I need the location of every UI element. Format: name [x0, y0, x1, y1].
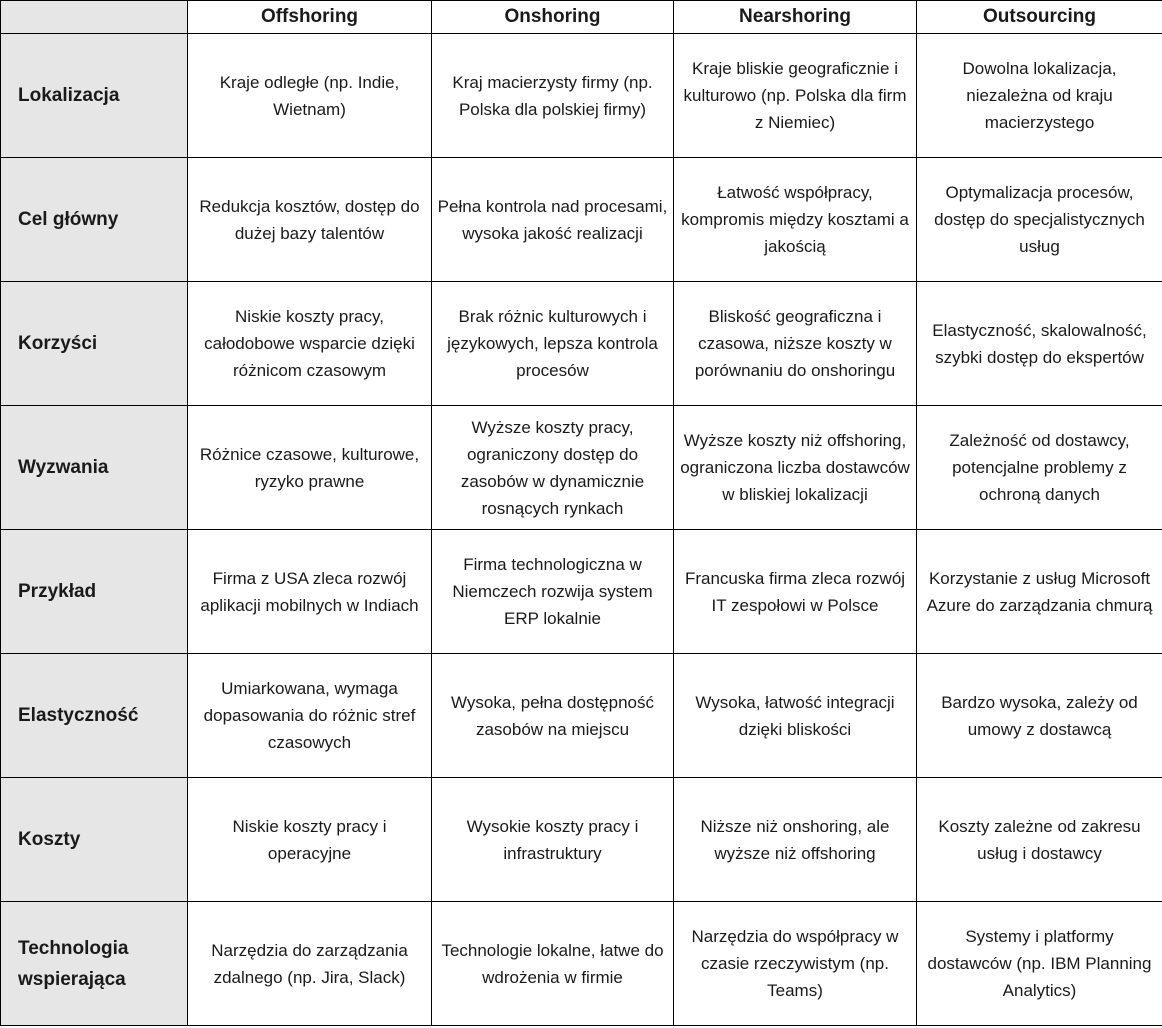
table-cell: Wysoka, pełna dostępność zasobów na miejscu: [432, 654, 674, 778]
table-cell: Wyższe koszty niż offshoring, ograniczona liczba dostawców w bliskiej lokalizacji: [674, 406, 917, 530]
table-cell: Niższe niż onshoring, ale wyższe niż offshoring: [674, 778, 917, 902]
table-cell: Niskie koszty pracy i operacyjne: [188, 778, 432, 902]
row-header: Lokalizacja: [1, 34, 188, 158]
table-cell: Wysokie koszty pracy i infrastruktury: [432, 778, 674, 902]
table-cell: Bardzo wysoka, zależy od umowy z dostawcą: [917, 654, 1162, 778]
row-header: Koszty: [1, 778, 188, 902]
table-cell: Technologie lokalne, łatwe do wdrożenia w firmie: [432, 902, 674, 1026]
table-cell: Francuska firma zleca rozwój IT zespołowi w Polsce: [674, 530, 917, 654]
table-row-elastycznosc: [1, 654, 1162, 778]
table-row-cel-glowny: [1, 158, 1162, 282]
corner-cell: [1, 1, 188, 34]
table-row-korzysci: [1, 282, 1162, 406]
table-row-koszty: [1, 778, 1162, 902]
table-cell: Umiarkowana, wymaga dopasowania do różnic stref czasowych: [188, 654, 432, 778]
table-cell: Koszty zależne od zakresu usług i dostawcy: [917, 778, 1162, 902]
table-cell: Firma z USA zleca rozwój aplikacji mobilnych w Indiach: [188, 530, 432, 654]
table-cell: Wyższe koszty pracy, ograniczony dostęp do zasobów w dynamicznie rosnących rynkach: [432, 406, 674, 530]
table-cell: Łatwość współpracy, kompromis między kosztami a jakością: [674, 158, 917, 282]
row-header: Elastyczność: [1, 654, 188, 778]
table-cell: Redukcja kosztów, dostęp do dużej bazy talentów: [188, 158, 432, 282]
table-cell: Kraje odległe (np. Indie, Wietnam): [188, 34, 432, 158]
table-cell: Kraj macierzysty firmy (np. Polska dla polskiej firmy): [432, 34, 674, 158]
table-cell: Systemy i platformy dostawców (np. IBM Planning Analytics): [917, 902, 1162, 1026]
table-cell: Firma technologiczna w Niemczech rozwija system ERP lokalnie: [432, 530, 674, 654]
table-cell: Narzędzia do współpracy w czasie rzeczywistym (np. Teams): [674, 902, 917, 1026]
column-header-nearshoring: Nearshoring: [674, 1, 917, 34]
table-cell: Korzystanie z usług Microsoft Azure do zarządzania chmurą: [917, 530, 1162, 654]
table-row-technologia: [1, 902, 1162, 1026]
table-cell: Niskie koszty pracy, całodobowe wsparcie dzięki różnicom czasowym: [188, 282, 432, 406]
table-row-lokalizacja: [1, 34, 1162, 158]
table-cell: Zależność od dostawcy, potencjalne problemy z ochroną danych: [917, 406, 1162, 530]
table-row-wyzwania: [1, 406, 1162, 530]
table-cell: Kraje bliskie geograficznie i kulturowo (np. Polska dla firm z Niemiec): [674, 34, 917, 158]
row-header: Cel główny: [1, 158, 188, 282]
table-row-przyklad: [1, 530, 1162, 654]
row-header: Korzyści: [1, 282, 188, 406]
table-cell: Różnice czasowe, kulturowe, ryzyko prawne: [188, 406, 432, 530]
table-cell: Narzędzia do zarządzania zdalnego (np. Jira, Slack): [188, 902, 432, 1026]
table-cell: Dowolna lokalizacja, niezależna od kraju macierzystego: [917, 34, 1162, 158]
column-header-onshoring: Onshoring: [432, 1, 674, 34]
header-row: [1, 1, 1162, 34]
row-header: Technologia wspierająca: [1, 902, 188, 1026]
table-cell: Bliskość geograficzna i czasowa, niższe koszty w porównaniu do onshoringu: [674, 282, 917, 406]
column-header-outsourcing: Outsourcing: [917, 1, 1162, 34]
row-header: Przykład: [1, 530, 188, 654]
table-cell: Wysoka, łatwość integracji dzięki bliskości: [674, 654, 917, 778]
column-header-offshoring: Offshoring: [188, 1, 432, 34]
table-cell: Pełna kontrola nad procesami, wysoka jakość realizacji: [432, 158, 674, 282]
table-cell: Optymalizacja procesów, dostęp do specjalistycznych usług: [917, 158, 1162, 282]
row-header: Wyzwania: [1, 406, 188, 530]
table-cell: Brak różnic kulturowych i językowych, lepsza kontrola procesów: [432, 282, 674, 406]
table-cell: Elastyczność, skalowalność, szybki dostęp do ekspertów: [917, 282, 1162, 406]
